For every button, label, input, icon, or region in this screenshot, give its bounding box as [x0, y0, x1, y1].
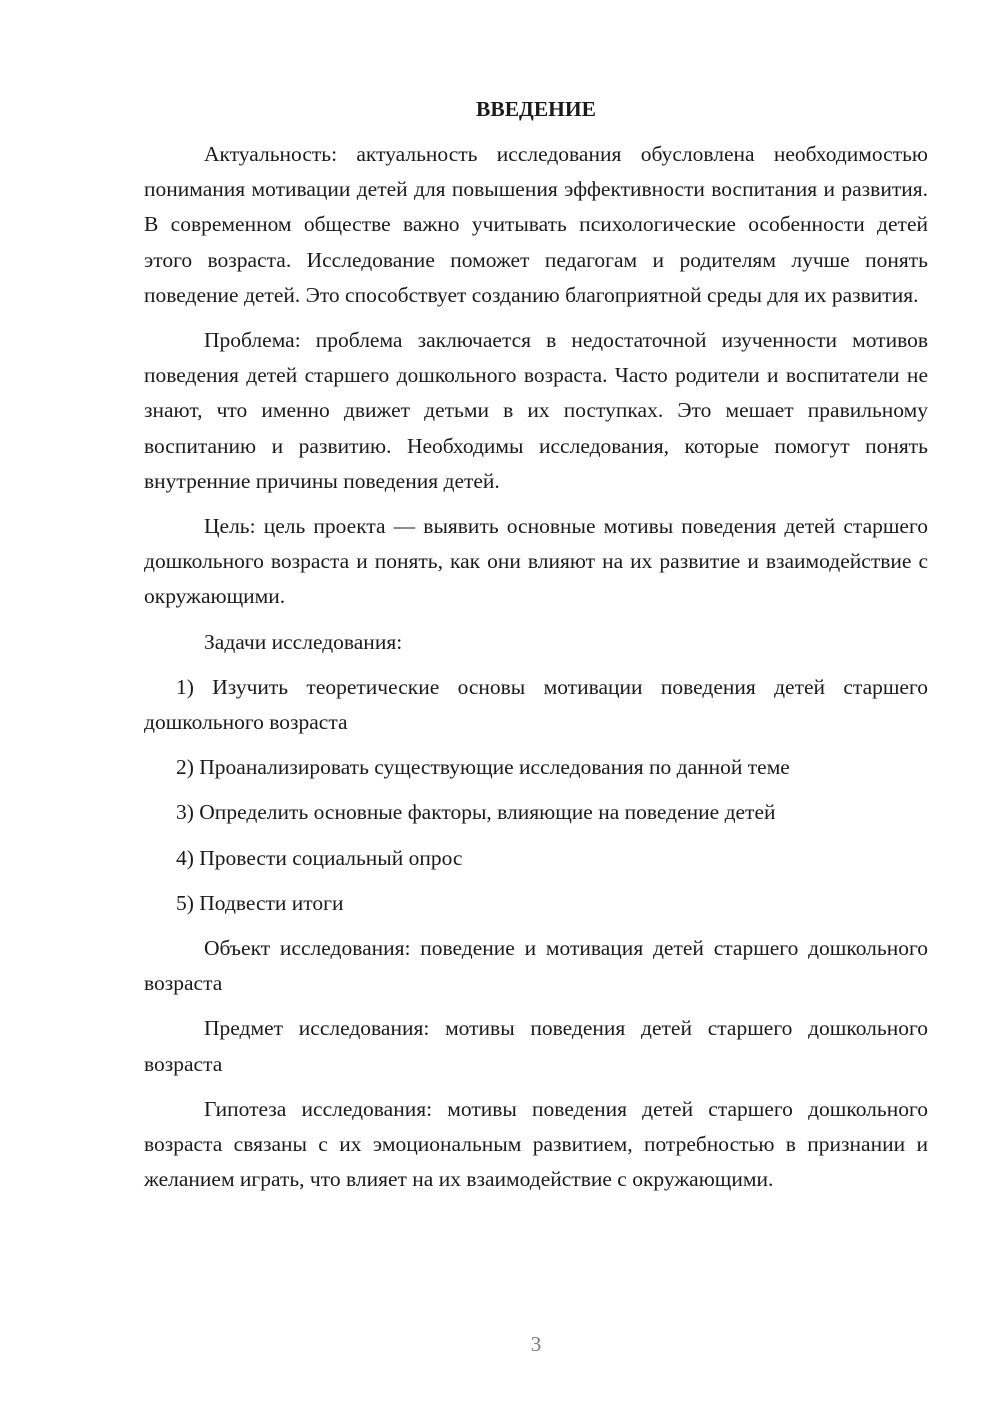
- task-item-4: 4) Провести социальный опрос: [176, 845, 463, 870]
- paragraph-subject: Предмет исследования: мотивы поведения детей старшего дошкольного возраста: [144, 1016, 928, 1076]
- task-item-2: 2) Проанализировать существующие исследования по данной теме: [176, 755, 790, 780]
- page-number: 3: [530, 1332, 542, 1356]
- task-item-1: 1) Изучить теоретические основы мотивации поведения детей старшего дошкольного возраста: [144, 674, 928, 735]
- paragraph-relevance: Актуальность: актуальность исследования обусловлена необходимостью понимания мотивации детей для повышения эффективности воспитания и развития. В современном обществе важно учитывать психологические особенности детей этого возраста. Исследование поможет педагогам и родителям лучше понять поведение детей. Это способствует созданию благоприятной среды для их развития.: [144, 142, 928, 307]
- paragraph-goal: Цель: цель проекта — выявить основные мотивы поведения детей старшего дошкольного возраста и понять, как они влияют на их развитие и взаимодействие с окружающими.: [144, 514, 928, 609]
- paragraph-hypothesis: Гипотеза исследования: мотивы поведения детей старшего дошкольного возраста связаны с их эмоциональным развитием, потребностью в признании и желанием играть, что влияет на их взаимодействие с окружающими.: [144, 1096, 928, 1192]
- task-item-3: 3) Определить основные факторы, влияющие на поведение детей: [176, 800, 776, 825]
- paragraph-object: Объект исследования: поведение и мотивация детей старшего дошкольного возраста: [144, 936, 928, 996]
- paragraph-tasks-heading: Задачи исследования:: [204, 629, 403, 654]
- paragraph-problem: Проблема: проблема заключается в недостаточной изученности мотивов поведения детей старшего дошкольного возраста. Часто родители и воспитатели не знают, что именно движет детьми в их поступках. Это мешает правильному воспитанию и развитию. Необходимы исследования, которые помогут понять внутренние причины поведения детей.: [144, 328, 928, 493]
- document-page: [144, 92, 928, 1207]
- task-item-5: 5) Подвести итоги: [176, 890, 344, 915]
- section-title: ВВЕДЕНИЕ: [476, 97, 596, 121]
